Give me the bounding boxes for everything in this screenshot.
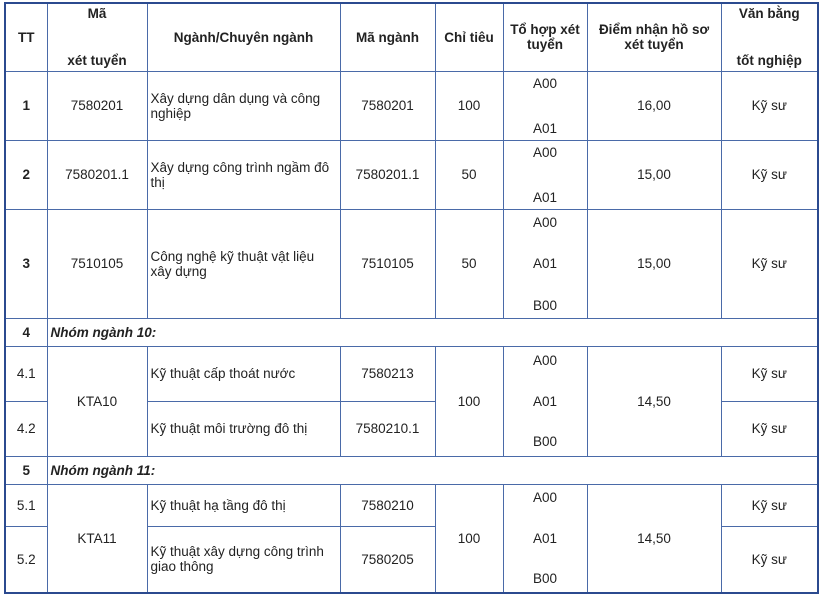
group-title: Nhóm ngành 11: bbox=[47, 456, 818, 484]
row-tt: 2 bbox=[5, 140, 47, 209]
table-row bbox=[5, 209, 818, 318]
header-chi-tieu: Chỉ tiêu bbox=[435, 3, 503, 71]
group-tt: 5 bbox=[5, 456, 47, 484]
to-hop-code: A00 bbox=[532, 353, 558, 368]
group-chi-tieu: 100 bbox=[435, 346, 503, 456]
to-hop-code: B00 bbox=[532, 571, 558, 587]
group-diem: 14,50 bbox=[587, 346, 721, 456]
header-ma-bottom: xét tuyển bbox=[67, 53, 127, 69]
row-tt: 4.1 bbox=[5, 346, 47, 401]
header-nganh: Ngành/Chuyên ngành bbox=[147, 3, 340, 71]
row-nganh: Kỹ thuật hạ tầng đô thị bbox=[147, 484, 340, 526]
row-ma-nganh: 7580201 bbox=[340, 71, 435, 140]
row-nganh: Kỹ thuật cấp thoát nước bbox=[147, 346, 340, 401]
to-hop-code: A00 bbox=[532, 214, 558, 230]
table-row bbox=[5, 484, 818, 526]
row-ma: 7580201.1 bbox=[47, 140, 147, 209]
group-to-hop bbox=[503, 484, 587, 593]
header-van-bang bbox=[721, 3, 818, 71]
row-chi-tieu: 100 bbox=[435, 71, 503, 140]
admission-table bbox=[4, 2, 819, 594]
group-header-row bbox=[5, 318, 818, 346]
row-ma: 7580201 bbox=[47, 71, 147, 140]
row-van-bang: Kỹ sư bbox=[721, 71, 818, 140]
to-hop-code: A01 bbox=[532, 120, 558, 136]
header-ma-xet-tuyen bbox=[47, 3, 147, 71]
to-hop-code: B00 bbox=[532, 297, 558, 313]
header-van-bang-bottom: tốt nghiệp bbox=[736, 53, 802, 69]
row-to-hop bbox=[503, 71, 587, 140]
group-title: Nhóm ngành 10: bbox=[47, 318, 818, 346]
to-hop-code: A00 bbox=[532, 75, 558, 91]
row-van-bang: Kỹ sư bbox=[721, 140, 818, 209]
row-nganh: Kỹ thuật môi trường đô thị bbox=[147, 401, 340, 456]
row-diem: 16,00 bbox=[587, 71, 721, 140]
group-ma: KTA11 bbox=[47, 484, 147, 593]
row-diem: 15,00 bbox=[587, 209, 721, 318]
row-van-bang: Kỹ sư bbox=[721, 401, 818, 456]
row-chi-tieu: 50 bbox=[435, 209, 503, 318]
row-chi-tieu: 50 bbox=[435, 140, 503, 209]
row-van-bang: Kỹ sư bbox=[721, 484, 818, 526]
row-ma-nganh: 7580213 bbox=[340, 346, 435, 401]
row-tt: 5.1 bbox=[5, 484, 47, 526]
row-tt: 1 bbox=[5, 71, 47, 140]
to-hop-code: A01 bbox=[532, 189, 558, 205]
to-hop-code: A00 bbox=[532, 144, 558, 160]
row-nganh: Công nghệ kỹ thuật vật liệu xây dựng bbox=[147, 209, 340, 318]
row-van-bang: Kỹ sư bbox=[721, 209, 818, 318]
row-to-hop bbox=[503, 140, 587, 209]
group-ma: KTA10 bbox=[47, 346, 147, 456]
row-ma-nganh: 7580210 bbox=[340, 484, 435, 526]
row-diem: 15,00 bbox=[587, 140, 721, 209]
table-row bbox=[5, 71, 818, 140]
group-header-row bbox=[5, 456, 818, 484]
header-diem: Điểm nhận hồ sơ xét tuyển bbox=[587, 3, 721, 71]
to-hop-code: A01 bbox=[532, 530, 558, 546]
row-ma-nganh: 7580210.1 bbox=[340, 401, 435, 456]
row-nganh: Xây dựng dân dụng và công nghiệp bbox=[147, 71, 340, 140]
row-ma: 7510105 bbox=[47, 209, 147, 318]
to-hop-code: A01 bbox=[532, 256, 558, 271]
header-ma-top: Mã bbox=[87, 6, 107, 22]
to-hop-code: B00 bbox=[532, 434, 558, 449]
row-nganh: Xây dựng công trình ngầm đô thị bbox=[147, 140, 340, 209]
row-van-bang: Kỹ sư bbox=[721, 346, 818, 401]
table-row bbox=[5, 140, 818, 209]
group-diem: 14,50 bbox=[587, 484, 721, 593]
row-tt: 3 bbox=[5, 209, 47, 318]
header-tt: TT bbox=[5, 3, 47, 71]
row-tt: 4.2 bbox=[5, 401, 47, 456]
header-van-bang-top: Văn bằng bbox=[738, 6, 800, 22]
row-ma-nganh: 7580201.1 bbox=[340, 140, 435, 209]
header-row bbox=[5, 3, 818, 71]
group-to-hop bbox=[503, 346, 587, 456]
row-to-hop bbox=[503, 209, 587, 318]
header-to-hop: Tổ hợp xét tuyển bbox=[503, 3, 587, 71]
row-ma-nganh: 7510105 bbox=[340, 209, 435, 318]
group-tt: 4 bbox=[5, 318, 47, 346]
to-hop-code: A01 bbox=[532, 393, 558, 409]
row-tt: 5.2 bbox=[5, 526, 47, 593]
row-nganh: Kỹ thuật xây dựng công trình giao thông bbox=[147, 526, 340, 593]
row-van-bang: Kỹ sư bbox=[721, 526, 818, 593]
row-ma-nganh: 7580205 bbox=[340, 526, 435, 593]
group-chi-tieu: 100 bbox=[435, 484, 503, 593]
header-ma-nganh: Mã ngành bbox=[340, 3, 435, 71]
to-hop-code: A00 bbox=[532, 490, 558, 506]
table-row bbox=[5, 346, 818, 401]
